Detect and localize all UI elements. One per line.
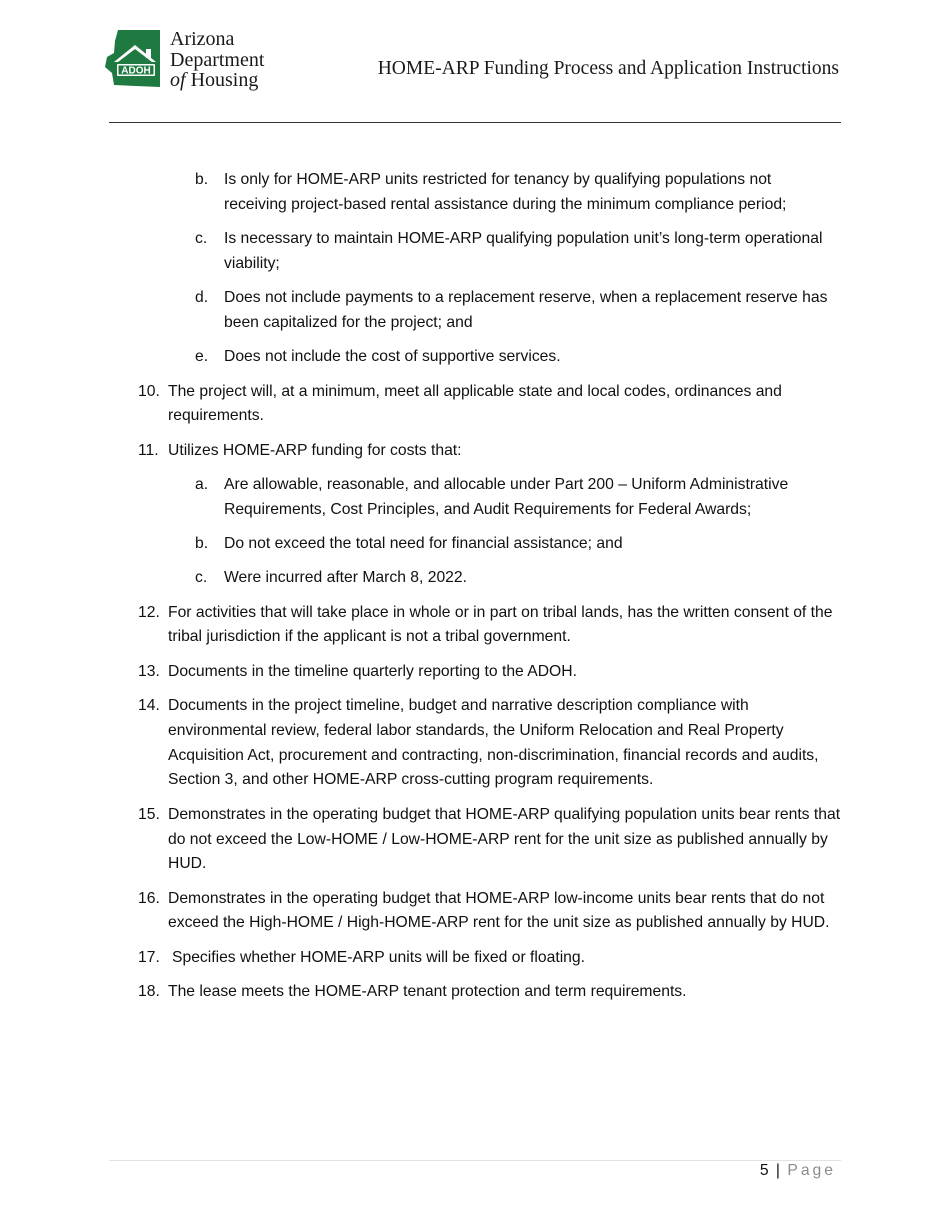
list-item-marker: b. [195, 535, 209, 553]
list-item-text: Do not exceed the total need for financial assistance; and [224, 535, 623, 553]
list-item-text: Were incurred after March 8, 2022. [224, 569, 467, 587]
page-label: Page [787, 1162, 836, 1179]
list-item-text: Documents in the project timeline, budget and narrative description compliance with environmental review, federal labor standards, the Uniform Relocation and Real Property Acquisition Act, procurement and contracting, non-discrimination, financial records and audits, Section 3, and other HOME-ARP cross-cutting program requirements. [168, 697, 819, 789]
lettered-sub-item [0, 473, 950, 523]
list-item-marker: c. [195, 569, 208, 587]
page-number: 5 [759, 1162, 769, 1179]
logo-badge-text: ADOH [121, 65, 151, 77]
header-divider [109, 122, 841, 123]
arizona-state-house-icon [104, 29, 164, 89]
list-item-text: Specifies whether HOME-ARP units will be fixed or floating. [172, 948, 585, 966]
list-item-marker: 16. [138, 889, 160, 907]
list-item-text: Does not include payments to a replacement reserve, when a replacement reserve has been capitalized for the project; and [224, 289, 828, 331]
list-item-text: The project will, at a minimum, meet all applicable state and local codes, ordinances and requirements. [168, 382, 782, 425]
list-item-marker: d. [195, 289, 209, 307]
list-item-text: For activities that will take place in whole or in part on tribal lands, has the written consent of the tribal jurisdiction if the applicant is not a tribal government. [168, 603, 833, 646]
numbered-list-item [0, 946, 950, 971]
list-item-marker: 17. [138, 948, 160, 966]
list-item-marker: 10. [138, 382, 160, 400]
list-item-marker: e. [195, 348, 209, 366]
numbered-list-item [0, 694, 950, 793]
list-item-marker: a. [195, 475, 209, 493]
document-title: HOME-ARP Funding Process and Application Instructions [377, 58, 839, 79]
adoh-logo [104, 29, 284, 93]
numbered-list-item [0, 380, 950, 430]
numbered-list-item [0, 803, 950, 877]
list-item-marker: 18. [138, 983, 160, 1001]
list-item-text: Is only for HOME-ARP units restricted for tenancy by qualifying populations not receiving project-based rental assistance during the minimum compliance period; [224, 171, 787, 213]
lettered-sub-item [0, 566, 950, 591]
list-item-text: Demonstrates in the operating budget that HOME-ARP qualifying population units bear rents that do not exceed the Low-HOME / Low-HOME-ARP rent for the unit size as published annually by HUD. [168, 805, 841, 873]
list-item-text: Is necessary to maintain HOME-ARP qualifying population unit’s long-term operational viability; [224, 230, 823, 272]
lettered-sub-item [0, 532, 950, 557]
list-item-text: Demonstrates in the operating budget that HOME-ARP low-income units bear rents that do not exceed the High-HOME / High-HOME-ARP rent for the unit size as published annually by HUD. [168, 889, 830, 932]
logo-line-3-rest: Housing [185, 69, 259, 91]
logo-line-2: Department [170, 48, 265, 71]
list-item-text: Documents in the timeline quarterly reporting to the ADOH. [168, 662, 577, 680]
lettered-sub-item [0, 286, 950, 336]
requirements-list [0, 168, 950, 1014]
logo-line-3-italic: of [170, 69, 186, 91]
lettered-sub-item [0, 345, 950, 370]
lettered-sub-item [0, 168, 950, 218]
list-item-marker: b. [195, 171, 209, 188]
list-item-marker: 12. [138, 603, 160, 621]
page-separator: | [775, 1162, 780, 1179]
numbered-list-item [0, 660, 950, 685]
footer-divider [109, 1160, 841, 1161]
numbered-list-item [0, 601, 950, 651]
list-item-text: The lease meets the HOME-ARP tenant protection and term requirements. [168, 983, 687, 1001]
list-item-text: Does not include the cost of supportive services. [224, 348, 561, 366]
list-item-text: Utilizes HOME-ARP funding for costs that: [168, 441, 462, 459]
list-item-marker: 11. [138, 441, 159, 459]
numbered-list-item [0, 439, 950, 464]
list-item-marker: 15. [138, 805, 160, 823]
list-item-text: Are allowable, reasonable, and allocable under Part 200 – Uniform Administrative Requirements, Cost Principles, and Audit Requirements for Federal Awards; [224, 475, 789, 518]
page-footer [760, 1162, 836, 1180]
list-item-marker: c. [195, 230, 208, 248]
list-item-marker: 14. [138, 697, 160, 715]
numbered-list-item [0, 887, 950, 937]
logo-line-3 [170, 70, 264, 91]
logo-line-1: Arizona [170, 28, 235, 50]
list-item-marker: 13. [138, 662, 160, 680]
lettered-sub-item [0, 227, 950, 277]
logo-wordmark [170, 29, 264, 91]
numbered-list-item [0, 980, 950, 1005]
